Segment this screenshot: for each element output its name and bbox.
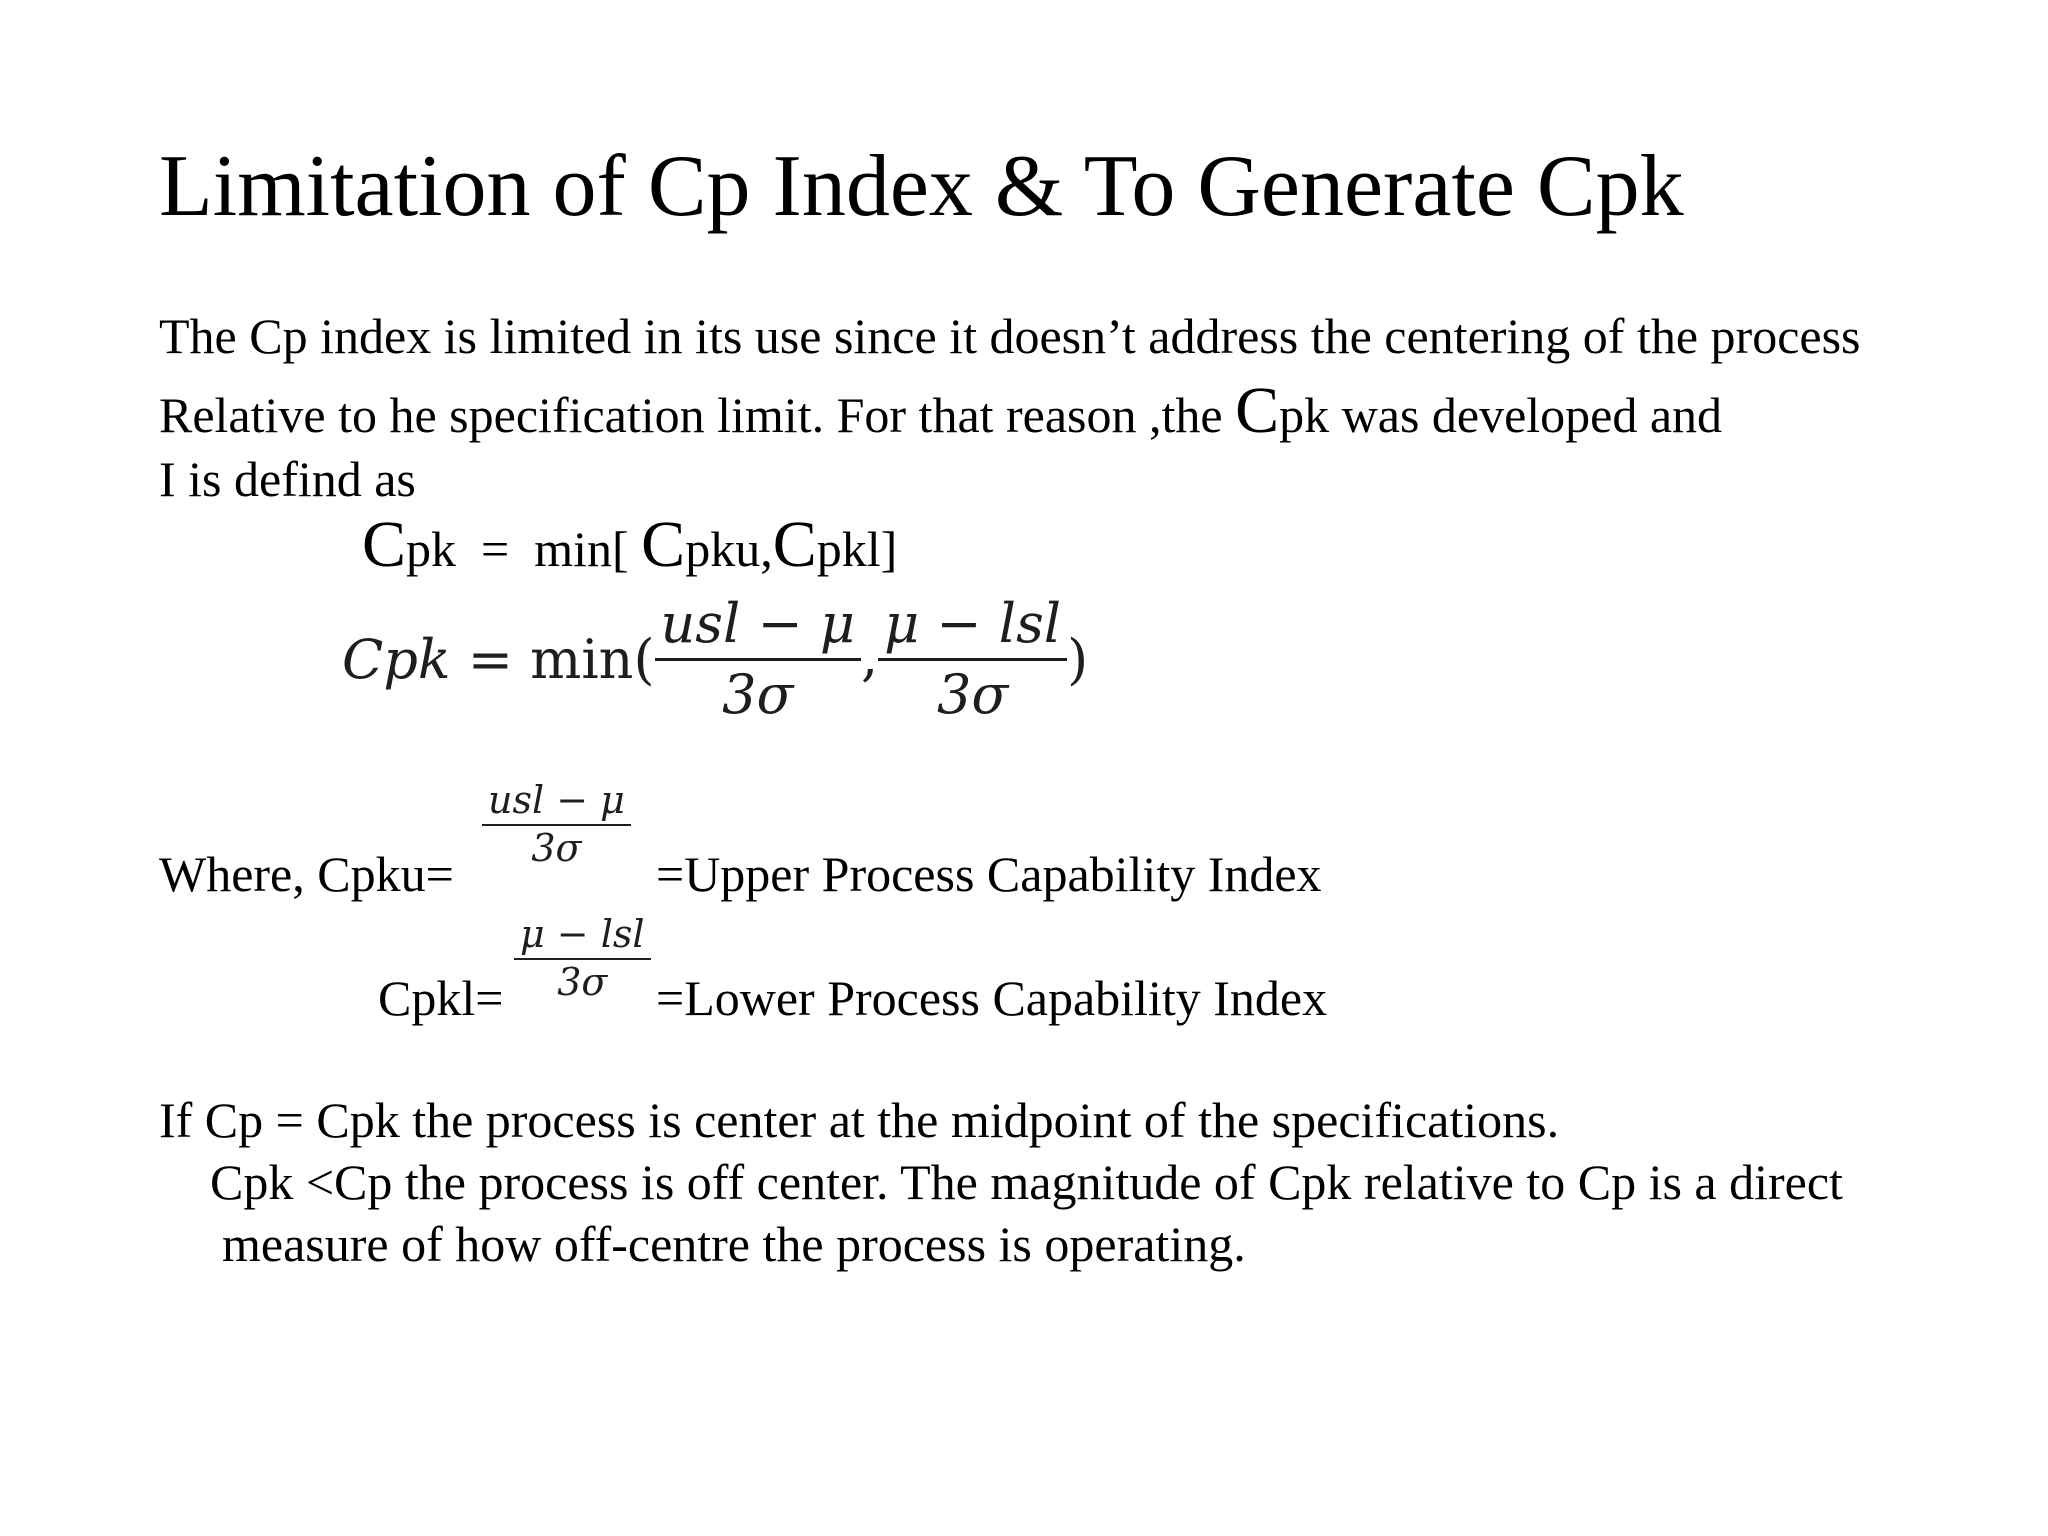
paragraph-line-2 (159, 374, 1723, 447)
paragraph-cpk-big-c: C (1235, 374, 1280, 447)
cpkl-label: Cpkl= (378, 970, 504, 1026)
lower-index-description: =Lower Process Capability Index (656, 970, 1328, 1026)
cpk-min-formula-math (342, 590, 1088, 728)
paragraph-line-2-start: Relative to he specification limit. For that reason ,the (159, 387, 1236, 443)
cpku-fraction-body (482, 778, 631, 871)
formula-c2: C (641, 508, 686, 581)
formula-min-open: min[ (534, 521, 642, 577)
formula-c3: C (772, 508, 817, 581)
paragraph-line-3: I is defind as (159, 451, 416, 507)
conclusion-line-2: Cpk <Cp the process is off center. The magnitude of Cpk relative to Cp is a direct (210, 1154, 1843, 1210)
fraction-denominator: 3σ (531, 825, 582, 870)
fraction-denominator: 3σ (722, 662, 794, 726)
formula-pk: pk (406, 521, 457, 577)
formula-math-eq-min: = min( (450, 627, 655, 691)
where-label: Where, Cpku= (159, 846, 454, 902)
paragraph-line-2-end: pk was developed and (1279, 387, 1723, 443)
formula-math-close: ) (1067, 627, 1089, 691)
formula-pkl: pkl] (816, 521, 898, 577)
formula-pku: pku, (685, 521, 773, 577)
fraction-numerator: μ − lsl (520, 912, 645, 956)
upper-index-description: =Upper Process Capability Index (656, 846, 1322, 902)
formula-math-comma: , (860, 625, 879, 688)
fraction-numerator: usl − μ (488, 778, 625, 822)
conclusion-line-3: measure of how off-centre the process is operating. (222, 1216, 1246, 1272)
formula-math-fraction-lower (878, 590, 1067, 728)
formula-equals: = (456, 521, 535, 577)
fraction-denominator: 3σ (557, 959, 608, 1004)
paragraph-line-1: The Cp index is limited in its use since it doesn’t address the centering of the process (159, 308, 1861, 364)
formula-math-fraction-upper (655, 590, 861, 728)
conclusion-line-1: If Cp = Cpk the process is center at the midpoint of the specifications. (159, 1092, 1560, 1148)
formula-c1: C (362, 508, 407, 581)
cpku-fraction (482, 778, 631, 871)
fraction-denominator: 3σ (936, 662, 1009, 726)
slide-title: Limitation of Cp Index & To Generate Cpk (159, 138, 1684, 235)
formula-math-lhs: Cpk (342, 627, 451, 691)
cpkl-fraction-body (514, 912, 651, 1005)
fraction-numerator: usl − μ (660, 592, 855, 655)
cpkl-fraction (514, 912, 651, 1005)
fraction-numerator: μ − lsl (884, 592, 1062, 655)
cpk-min-formula-text (362, 508, 898, 581)
